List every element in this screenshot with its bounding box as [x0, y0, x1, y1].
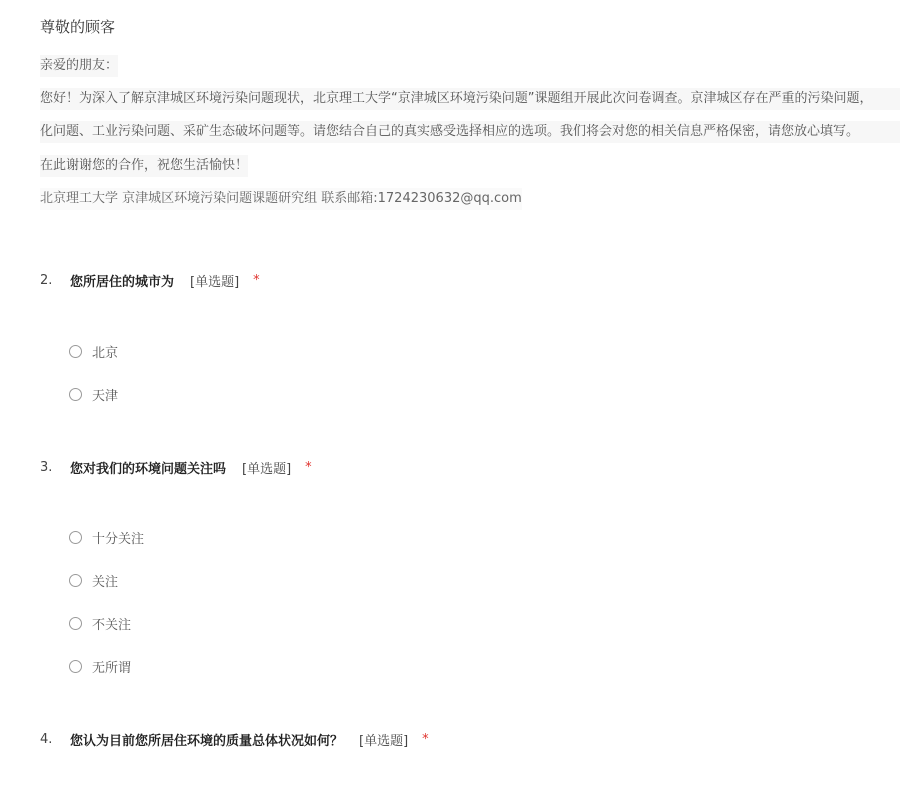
option-label: 关注	[92, 575, 119, 590]
question-number: 2.	[40, 273, 53, 288]
option-tianjin[interactable]	[69, 385, 118, 404]
question-text: 您认为目前您所居住环境的质量总体状况如何？	[70, 734, 344, 749]
question-2-title	[40, 271, 260, 290]
required-marker: *	[305, 460, 312, 475]
radio-button[interactable]	[69, 617, 82, 630]
option-label: 北京	[92, 346, 119, 361]
question-type: [单选题]	[190, 275, 240, 290]
question-4-title	[40, 730, 429, 749]
question-3-title	[40, 458, 312, 477]
option-label: 天津	[92, 389, 119, 404]
question-text: 您对我们的环境问题关注吗	[70, 462, 227, 477]
page-title: 尊敬的顾客	[40, 18, 116, 36]
option-label: 十分关注	[92, 532, 145, 547]
radio-button[interactable]	[69, 574, 82, 587]
radio-button[interactable]	[69, 531, 82, 544]
intro-greeting: 亲爱的朋友：	[40, 55, 118, 77]
radio-button[interactable]	[69, 388, 82, 401]
intro-thanks: 在此谢谢您的合作，祝您生活愉快！	[40, 155, 248, 177]
intro-contact: 北京理工大学 京津城区环境污染问题课题研究组 联系邮箱:1724230632@qq.com	[40, 188, 522, 210]
option-label: 无所谓	[92, 661, 132, 676]
required-marker: *	[422, 732, 429, 747]
required-marker: *	[253, 273, 260, 288]
option-concerned[interactable]	[69, 571, 118, 590]
option-not-concerned[interactable]	[69, 614, 131, 633]
question-text: 您所居住的城市为	[70, 275, 175, 290]
question-number: 4.	[40, 732, 53, 747]
question-type: [单选题]	[359, 734, 409, 749]
question-type: [单选题]	[242, 462, 292, 477]
radio-button[interactable]	[69, 660, 82, 673]
question-number: 3.	[40, 460, 53, 475]
option-indifferent[interactable]	[69, 657, 131, 676]
intro-paragraph-line-2: 化问题、工业污染问题、采矿生态破坏问题等。请您结合自己的真实感受选择相应的选项。我们将会对您的相关信息严格保密，请您放心填写。	[40, 121, 900, 143]
option-label: 不关注	[92, 618, 132, 633]
radio-button[interactable]	[69, 345, 82, 358]
option-beijing[interactable]	[69, 342, 118, 361]
intro-paragraph-line-1: 您好！为深入了解京津城区环境污染问题现状，北京理工大学“京津城区环境污染问题”课题组开展此次问卷调查。京津城区存在严重的污染问题，	[40, 88, 900, 110]
option-very-concerned[interactable]	[69, 528, 144, 547]
